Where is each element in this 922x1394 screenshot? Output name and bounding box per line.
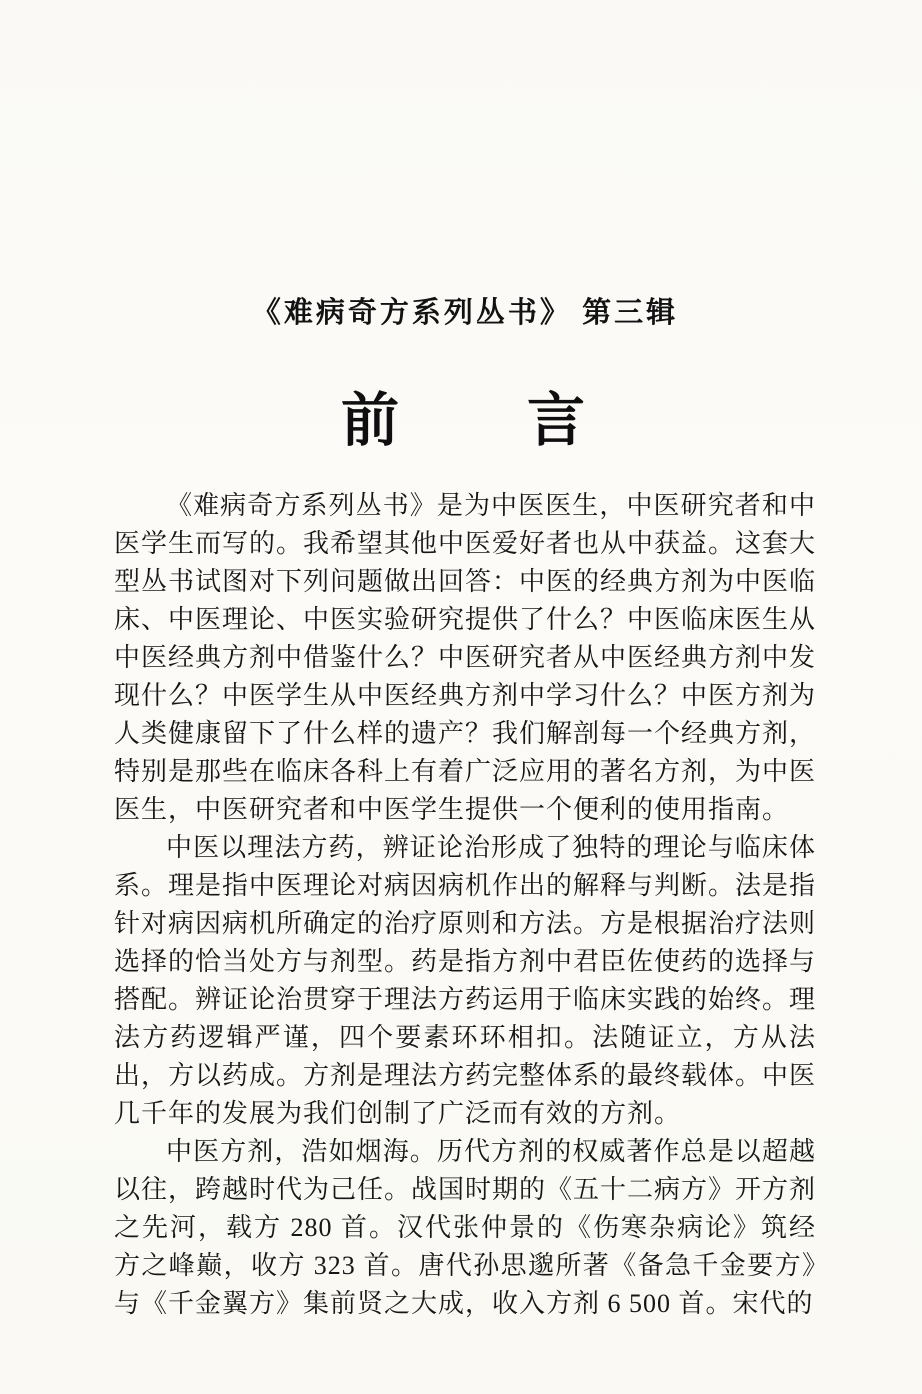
paragraph-3: 中医方剂，浩如烟海。历代方剂的权威著作总是以超越以往，跨越时代为己任。战国时期的《五十二病方》开方剂之先河，载方 280 首。汉代张仲景的《伤寒杂病论》筑经方之峰巅，收方 323 首。唐代孙思邈所著《备急千金要方》与《千金翼方》集前贤之大成，收入方剂 6 500 首。宋代的: [114, 1137, 817, 1318]
series-title: 《难病奇方系列丛书》 第三辑: [251, 297, 679, 329]
paragraph-1: 《难病奇方系列丛书》是为中医医生，中医研究者和中医学生而写的。我希望其他中医爱好者也从中获益。这套大型丛书试图对下列问题做出回答：中医的经典方剂为中医临床、中医理论、中医实验研究提供了什么？中医临床医生从中医经典方剂中借鉴什么？中医研究者从中医经典方剂中发现什么？中医学生从中医经典方剂中学习什么？中医方剂为人类健康留下了什么样的遗产？我们解剖每一个经典方剂，特别是那些在临床各科上有着广泛应用的著名方剂，为中医医生，中医研究者和中医学生提供一个便利的使用指南。: [114, 491, 817, 824]
preface-body: [114, 487, 816, 1323]
paragraph-2: 中医以理法方药，辨证论治形成了独特的理论与临床体系。理是指中医理论对病因病机作出的解释与判断。法是指针对病因病机所确定的治疗原则和方法。方是根据治疗法则选择的恰当处方与剂型。药是指方剂中君臣佐使药的选择与搭配。辨证论治贯穿于理法方药运用于临床实践的始终。理法方药逻辑严谨，四个要素环环相扣。法随证立，方从法出，方以药成。方剂是理法方药完整体系的最终载体。中医几千年的发展为我们创制了广泛而有效的方剂。: [114, 833, 817, 1128]
page-content: [114, 290, 816, 1323]
page-title: 前 言: [340, 388, 589, 453]
